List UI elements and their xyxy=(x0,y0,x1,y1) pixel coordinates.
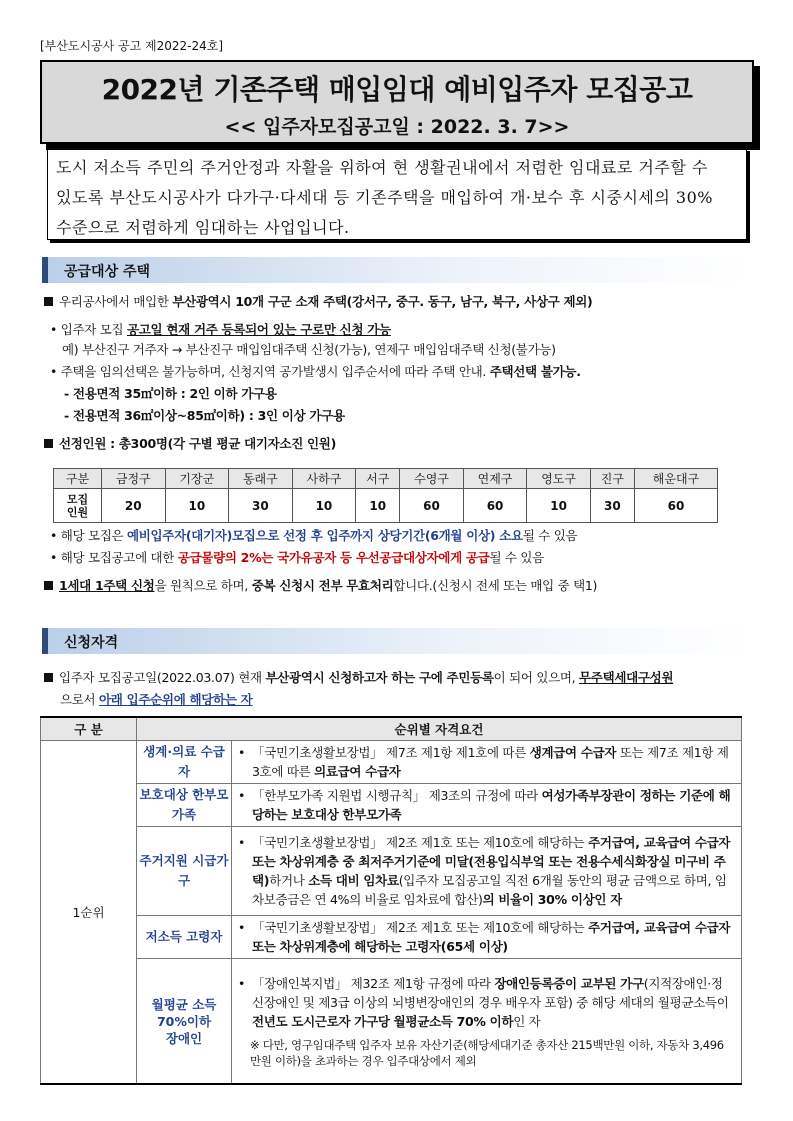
page-title: 2022년 기존주택 매입임대 예비입주자 모집공고 xyxy=(101,73,693,106)
district-count: 10 xyxy=(292,489,356,523)
intro-paragraph: 도시 저소득 주민의 주거안정과 자활을 위하여 현 생활권내에서 저렴한 임대료로 거주할 수 있도록 부산도시공사가 다가구·다세대 등 기존주택을 매입하여 개·보수 후 시중시세의 30% 수준으로 저렴하게 임대하는 사업입니다. xyxy=(47,148,747,240)
requirement-livelihood: • 「국민기초생활보장법」 제7조 제1항 제1호에 따른 생계급여 수급자 또는 제7조 제1항 제3호에 따른 의료급여 수급자 xyxy=(232,741,742,784)
district-name: 영도구 xyxy=(527,469,591,489)
district-table xyxy=(53,468,718,523)
eligibility-header-row xyxy=(41,717,742,741)
district-name: 금정구 xyxy=(102,469,166,489)
section-header-supply xyxy=(42,257,748,283)
category-elderly: 저소득 고령자 xyxy=(137,916,232,959)
district-name: 진구 xyxy=(590,469,634,489)
supply-line-9: • 해당 모집공고에 대한 공급물량의 2%는 국가유공자 등 우선공급대상자에게 공급될 수 있음 xyxy=(50,550,544,565)
category-livelihood: 생계·의료 수급자 xyxy=(137,741,232,784)
district-name: 사하구 xyxy=(292,469,356,489)
table-row xyxy=(41,741,742,784)
district-count: 30 xyxy=(590,489,634,523)
district-name: 기장군 xyxy=(165,469,229,489)
section-title: 공급대상 주택 xyxy=(64,264,151,280)
supply-line-6: - 전용면적 36㎡이상~85㎡이하) : 3인 이상 가구용 xyxy=(64,408,345,423)
eligibility-line-2: 으로서 아래 입주순위에 해당하는 자 xyxy=(60,692,253,707)
table-row xyxy=(41,784,742,827)
district-count: 60 xyxy=(634,489,717,523)
table-row xyxy=(41,916,742,959)
district-count: 20 xyxy=(102,489,166,523)
title-box xyxy=(40,60,754,144)
district-name: 서구 xyxy=(356,469,400,489)
district-name: 연제구 xyxy=(463,469,527,489)
eligibility-table xyxy=(40,716,742,1085)
section-title: 신청자격 xyxy=(64,635,119,651)
district-count: 60 xyxy=(400,489,464,523)
category-disabled: 월평균 소득 70%이하 장애인 xyxy=(137,959,232,1085)
supply-line-2: • 입주자 모집 공고일 현재 거주 등록되어 있는 구로만 신청 가능 xyxy=(50,322,391,337)
table-row xyxy=(41,959,742,1085)
page-subtitle: << 입주자모집공고일 : 2022. 3. 7>> xyxy=(224,116,570,138)
header-requirements: 순위별 자격요건 xyxy=(137,717,742,741)
eligibility-line-1: 입주자 모집공고일(2022.03.07) 현재 부산광역시 신청하고자 하는 구에 주민등록이 되어 있으며, 무주택세대구성원 xyxy=(44,668,673,687)
square-bullet-icon xyxy=(44,673,53,682)
supply-line-4: • 주택을 임의선택은 불가능하며, 신청지역 공가발생시 입주순서에 따라 주택 안내. 주택선택 불가능. xyxy=(50,364,581,379)
supply-line-1: 우리공사에서 매입한 부산광역시 10개 구군 소재 주택(강서구, 중구. 동구, 남구, 북구, 사상구 제외) xyxy=(44,292,592,311)
category-housing-urgent: 주거지원 시급가구 xyxy=(137,827,232,916)
district-header-label: 구분 xyxy=(54,469,102,489)
supply-line-8: • 해당 모집은 예비입주자(대기자)모집으로 선정 후 입주까지 상당기간(6개월 이상) 소요될 수 있음 xyxy=(50,528,578,543)
requirement-disabled: • 「장애인복지법」 제32조 제1항 규정에 따라 장애인등록증이 교부된 가구(지적장애인·정신장애인 및 제3급 이상의 뇌병변장애인의 경우 배우자 포함) 중 해당 세대의 월평균소득이 전년도 도시근로자 가구당 월평균소득 70% 이하인 자 ※ 다만, 영구임대주택 입주자 보유 자산기준(해당세대기준 총자산 215백만원 이하, 자동차 3,496만원 이하)을 초과하는 경우 입주대상에서 제외 xyxy=(232,959,742,1085)
district-count: 30 xyxy=(229,489,293,523)
notice-number: [부산도시공사 공고 제2022-24호] xyxy=(40,39,224,53)
table-row xyxy=(41,827,742,916)
category-single-parent: 보호대상 한부모가족 xyxy=(137,784,232,827)
district-count: 10 xyxy=(356,489,400,523)
district-count: 10 xyxy=(527,489,591,523)
section-bar xyxy=(42,628,48,654)
district-count: 10 xyxy=(165,489,229,523)
district-header-row xyxy=(54,469,718,489)
section-header-eligibility xyxy=(42,628,748,654)
requirement-elderly: • 「국민기초생활보장법」 제2조 제1호 또는 제10호에 해당하는 주거급여, 교육급여 수급자 또는 차상위계층에 해당하는 고령자(65세 이상) xyxy=(232,916,742,959)
supply-line-3: 예) 부산진구 거주자 → 부산진구 매입임대주택 신청(가능), 연제구 매입임대주택 신청(불가능) xyxy=(62,342,556,357)
square-bullet-icon xyxy=(44,439,53,448)
supply-line-7: 선정인원 : 총300명(각 구별 평균 대기자소진 인원) xyxy=(44,434,336,453)
rank-label: 1순위 xyxy=(41,741,137,1085)
district-name: 수영구 xyxy=(400,469,464,489)
district-count-row xyxy=(54,489,718,523)
square-bullet-icon xyxy=(44,581,53,590)
header-category: 구 분 xyxy=(41,717,137,741)
section-bar xyxy=(42,257,48,283)
supply-line-10: 1세대 1주택 신청을 원칙으로 하며, 중복 신청시 전부 무효처리합니다.(신청시 전세 또는 매입 중 택1) xyxy=(44,576,597,595)
count-row-label: 모집 인원 xyxy=(54,489,102,523)
requirement-note: ※ 다만, 영구임대주택 입주자 보유 자산기준(해당세대기준 총자산 215백만원 이하, 자동차 3,496만원 이하)을 초과하는 경우 입주대상에서 제외 xyxy=(250,1037,724,1068)
district-name: 동래구 xyxy=(229,469,293,489)
requirement-single-parent: • 「한부모가족 지원법 시행규칙」 제3조의 규정에 따라 여성가족부장관이 정하는 기준에 해당하는 보호대상 한부모가족 xyxy=(232,784,742,827)
district-count: 60 xyxy=(463,489,527,523)
supply-line-5: - 전용면적 35㎡이하 : 2인 이하 가구용 xyxy=(64,386,277,401)
requirement-housing-urgent: • 「국민기초생활보장법」 제2조 제1호 또는 제10호에 해당하는 주거급여, 교육급여 수급자 또는 차상위계층 중 최저주거기준에 미달(전용입식부엌 또는 전용수세식화장실 미구비 주택)하거나 소득 대비 임차료(입주자 모집공고일 직전 6개월 동안의 평균 금액으로 하며, 임차보증금은 연 4%의 비율로 임차료에 합산)의 비율이 30% 이상인 자 xyxy=(232,827,742,916)
district-name: 해운대구 xyxy=(634,469,717,489)
square-bullet-icon xyxy=(44,297,53,306)
